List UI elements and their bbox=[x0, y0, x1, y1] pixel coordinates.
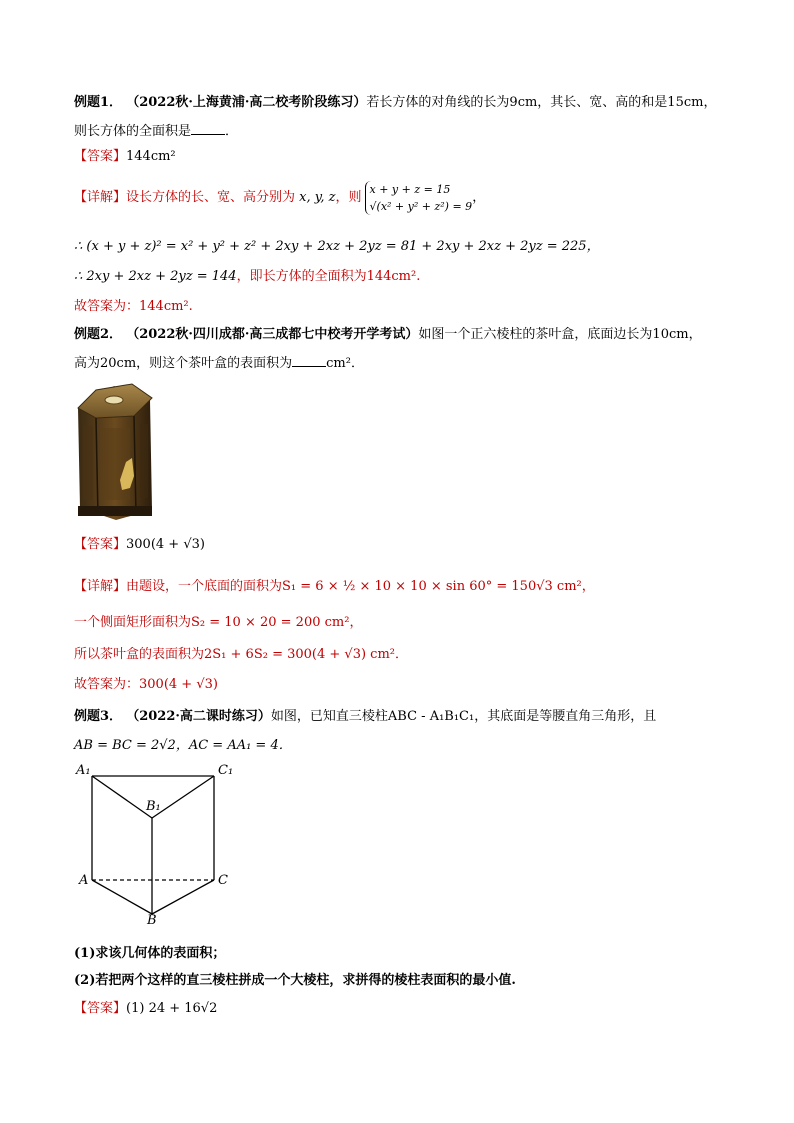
ex2-text2: 高为20cm，则这个茶叶盒的表面积为 bbox=[74, 356, 293, 371]
ex1-line2 bbox=[74, 122, 238, 141]
ex2-answer-tag: 【答案】 bbox=[74, 537, 127, 552]
ex3-question-1: (1)求该几何体的表面积； bbox=[74, 946, 226, 961]
ex2-text2-end: cm²． bbox=[326, 356, 364, 371]
ex3-label: 例题3． bbox=[74, 709, 123, 724]
ex1-vars: x, y, z bbox=[299, 190, 336, 205]
ex2-answer-line bbox=[74, 536, 205, 554]
tea-box-photo bbox=[74, 380, 156, 522]
ex1-label: 例题1． bbox=[74, 95, 123, 110]
ex2-detail-1: 由题设，一个底面的面积为S₁ = 6 × ½ × 10 × 10 × sin 60° = 150√3 cm²， bbox=[126, 579, 595, 594]
prism-figure bbox=[74, 762, 244, 924]
label-B: B bbox=[147, 913, 157, 924]
ex1-text1: 若长方体的对角线的长为9cm，其长、宽、高的和是15cm， bbox=[366, 95, 717, 110]
ex1-equation-system bbox=[365, 181, 473, 215]
ex2-line1 bbox=[74, 326, 702, 344]
ex1-text2-end: ． bbox=[225, 124, 239, 139]
ex2-source: （2022秋·四川成都·高三成都七中校考开学考试） bbox=[126, 327, 419, 342]
ex1-conclusion: 故答案为：144cm². bbox=[74, 299, 193, 314]
ex1-detail-text: 设长方体的长、宽、高分别为 bbox=[126, 190, 296, 205]
ex1-answer-line bbox=[74, 148, 176, 166]
ex3-question-2: (2)若把两个这样的直三棱柱拼成一个大棱柱，求拼得的棱柱表面积的最小值. bbox=[74, 973, 516, 988]
ex2-detail-tag: 【详解】 bbox=[74, 579, 127, 594]
ex2-text1: 如图一个正六棱柱的茶叶盒，底面边长为10cm， bbox=[418, 327, 702, 342]
ex2-detail-3: 所以茶叶盒的表面积为2S₁ + 6S₂ = 300(4 + √3) cm²． bbox=[74, 647, 408, 662]
label-C: C bbox=[218, 873, 228, 888]
label-A: A bbox=[79, 873, 89, 888]
ex1-derivation-1: ∴ (x + y + z)² = x² + y² + z² + 2xy + 2xz + 2yz = 81 + 2xy + 2xz + 2yz = 225， bbox=[74, 239, 600, 254]
label-C1: C₁ bbox=[218, 763, 234, 778]
ex1-sys-end: ， bbox=[472, 190, 486, 205]
ex2-detail-2: 一个侧面矩形面积为S₂ = 10 × 20 = 200 cm²， bbox=[74, 615, 363, 630]
ex1-detail-line bbox=[74, 180, 485, 216]
ex1-sys-eq2: √(x² + y² + z²) = 9 bbox=[369, 199, 473, 213]
ex1-source: （2022秋·上海黄浦·高二校考阶段练习） bbox=[126, 95, 367, 110]
ex1-detail-mid: ，则 bbox=[335, 190, 362, 205]
ex1-answer: 144cm² bbox=[126, 149, 176, 164]
ex1-answer-tag: 【答案】 bbox=[74, 149, 127, 164]
ex2-answer: 300(4 + √3) bbox=[126, 537, 205, 552]
ex1-detail-tag: 【详解】 bbox=[74, 190, 127, 205]
ex1-blank bbox=[191, 122, 225, 135]
ex2-blank bbox=[292, 354, 326, 367]
ex3-answer: (1) 24 + 16√2 bbox=[126, 1001, 218, 1016]
ex3-text1: 如图，已知直三棱柱ABC - A₁B₁C₁，其底面是等腰直角三角形，且 bbox=[270, 709, 657, 724]
label-A1: A₁ bbox=[76, 763, 91, 778]
ex1-line1 bbox=[74, 94, 716, 112]
ex1-derivation-2a: ∴ 2xy + 2xz + 2yz = 144 bbox=[74, 269, 237, 284]
ex3-line2: AB = BC = 2√2，AC = AA₁ = 4． bbox=[74, 738, 292, 753]
ex3-source: （2022·高二课时练习） bbox=[126, 709, 271, 724]
ex1-derivation-2 bbox=[74, 268, 420, 286]
ex2-label: 例题2． bbox=[74, 327, 123, 342]
ex3-answer-line bbox=[74, 1000, 217, 1018]
ex2-detail-line bbox=[74, 578, 595, 596]
ex3-answer-tag: 【答案】 bbox=[74, 1001, 127, 1016]
ex2-line2 bbox=[74, 354, 364, 373]
ex2-conclusion: 故答案为：300(4 + √3) bbox=[74, 677, 218, 692]
ex1-derivation-2b: ，即长方体的全面积为144cm². bbox=[236, 269, 421, 284]
label-B1: B₁ bbox=[146, 799, 161, 814]
ex1-text2: 则长方体的全面积是 bbox=[74, 124, 192, 139]
ex1-sys-eq1: x + y + z = 15 bbox=[369, 182, 451, 196]
ex3-line1 bbox=[74, 708, 656, 726]
